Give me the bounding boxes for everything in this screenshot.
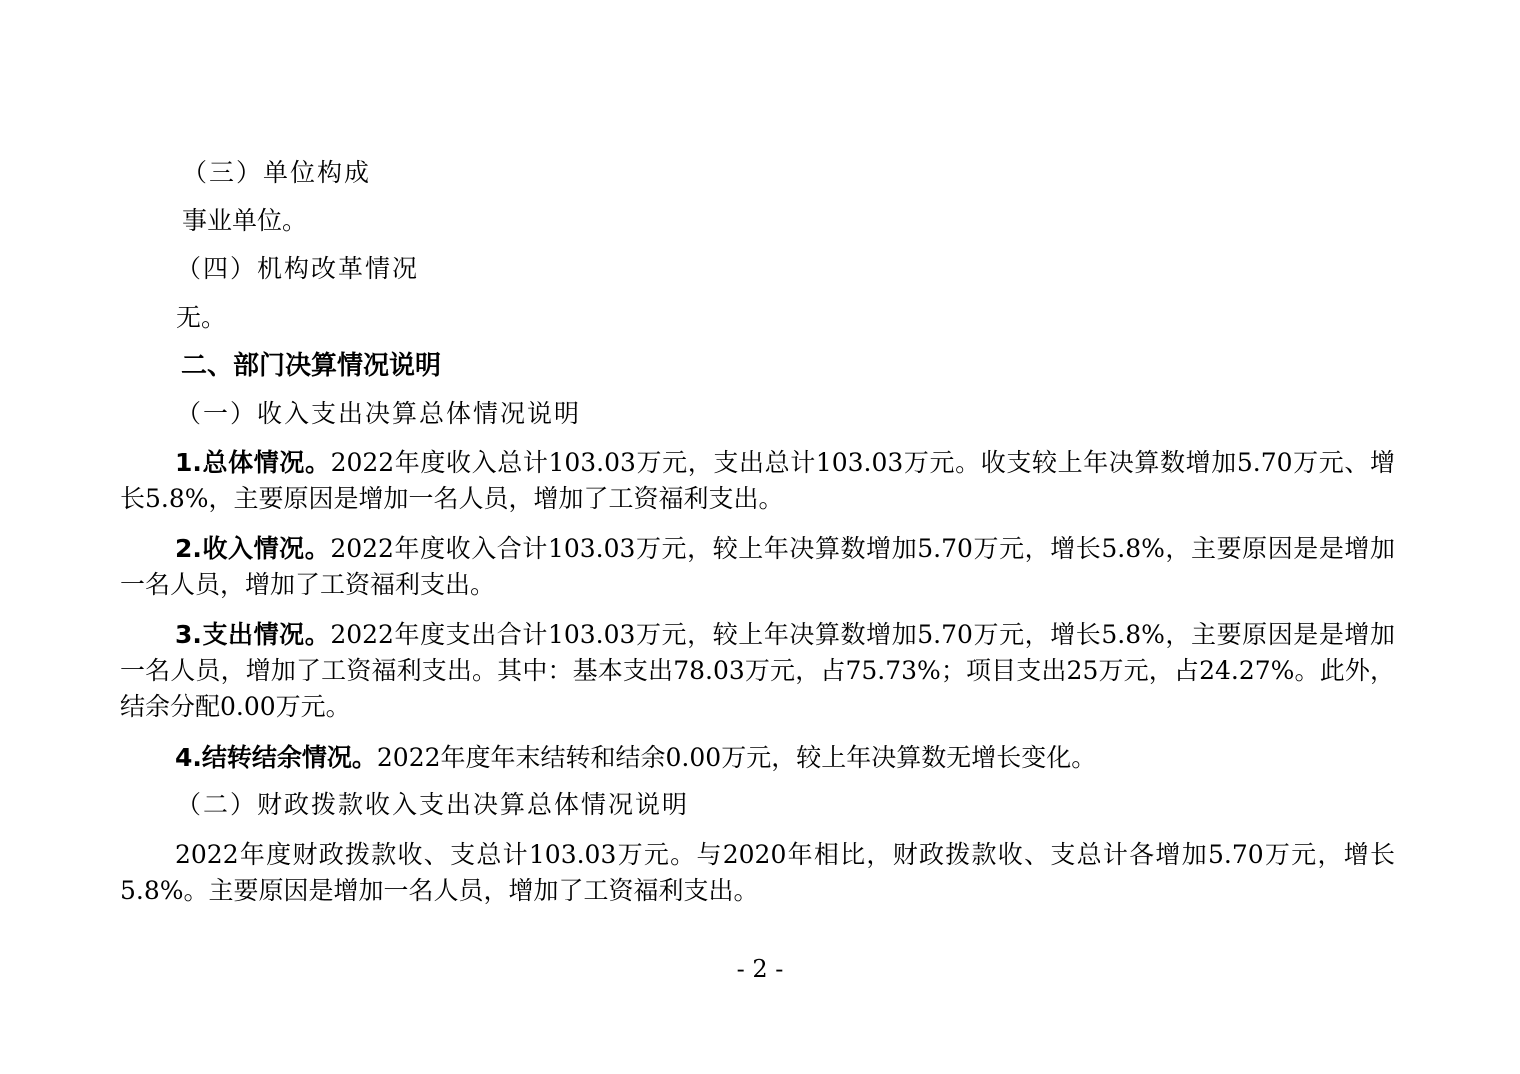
- section-3-body: 事业单位。: [182, 206, 308, 235]
- paragraph-expenditure: [120, 617, 1395, 725]
- section-3-heading: （三）单位构成: [182, 158, 372, 187]
- paragraph-income: [120, 531, 1395, 603]
- subsection-1-heading: （一）收入支出决算总体情况说明: [176, 399, 582, 428]
- section-4-body: 无。: [176, 303, 227, 332]
- paragraph-label: 4.结转结余情况。: [175, 743, 377, 772]
- paragraph-fiscal: [120, 837, 1395, 909]
- paragraph-carryover: [120, 740, 1395, 776]
- paragraph-label: 3.支出情况。: [175, 620, 331, 649]
- subsection-2-heading: （二）财政拨款收入支出决算总体情况说明: [176, 790, 690, 819]
- paragraph-overall: [120, 445, 1395, 517]
- page-number: - 2 -: [736, 955, 784, 983]
- paragraph-text: 2022年度收入合计103.03万元，较上年决算数增加5.70万元，增长5.8%，主要原因是是增加一名人员，增加了工资福利支出。: [120, 534, 1395, 599]
- paragraph-text: 2022年度财政拨款收、支总计103.03万元。与2020年相比，财政拨款收、支总计各增加5.70万元，增长5.8%。主要原因是增加一名人员，增加了工资福利支出。: [120, 840, 1395, 905]
- paragraph-label: 2.收入情况。: [175, 534, 331, 563]
- paragraph-label: 1.总体情况。: [175, 448, 331, 477]
- part-2-heading: 二、部门决算情况说明: [181, 351, 442, 381]
- section-4-heading: （四）机构改革情况: [176, 254, 420, 283]
- paragraph-text: 2022年度支出合计103.03万元，较上年决算数增加5.70万元，增长5.8%，主要原因是是增加一名人员，增加了工资福利支出。其中：基本支出78.03万元，占75.73%；项目支出25万元，占24.27%。此外，结余分配0.00万元。: [120, 620, 1395, 721]
- paragraph-text: 2022年度年末结转和结余0.00万元，较上年决算数无增长变化。: [376, 743, 1097, 772]
- paragraph-text: 2022年度收入总计103.03万元，支出总计103.03万元。收支较上年决算数增加5.70万元、增长5.8%，主要原因是增加一名人员，增加了工资福利支出。: [120, 448, 1395, 513]
